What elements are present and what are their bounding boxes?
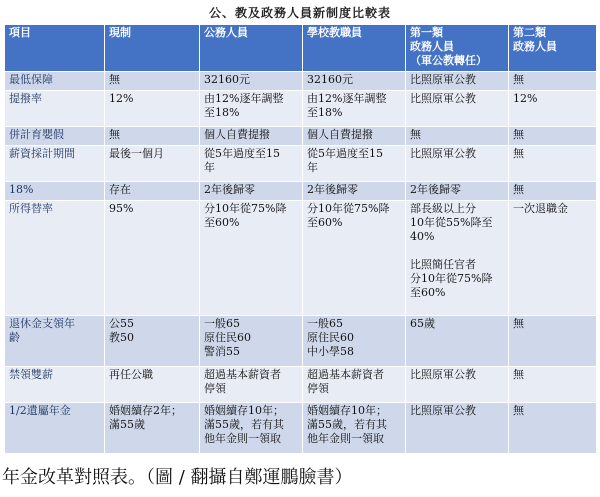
table-row <box>5 146 597 182</box>
row-label: 所得替率 <box>5 201 105 316</box>
table-cell: 一般65 原住民60 中小學58 <box>303 316 406 367</box>
table-cell: 存在 <box>105 182 200 201</box>
comparison-table <box>4 24 597 454</box>
row-label: 禁領雙薪 <box>5 366 105 402</box>
table-cell: 2年後歸零 <box>200 182 303 201</box>
table-cell: 無 <box>509 182 597 201</box>
header-political-type2: 第二類 政務人員 <box>509 25 597 72</box>
table-cell: 公55 教50 <box>105 316 200 367</box>
table-row <box>5 91 597 127</box>
table-cell: 65歲 <box>406 316 509 367</box>
row-label: 18% <box>5 182 105 201</box>
header-civil-servant: 公務人員 <box>200 25 303 72</box>
header-political-type1: 第一類 政務人員 （軍公教轉任） <box>406 25 509 72</box>
table-cell: 12% <box>509 91 597 127</box>
row-label: 退休金支領年 齡 <box>5 316 105 367</box>
table-row <box>5 201 597 316</box>
table-cell: 2年後歸零 <box>406 182 509 201</box>
table-cell: 再任公職 <box>105 366 200 402</box>
table-cell: 2年後歸零 <box>303 182 406 201</box>
table-row <box>5 127 597 146</box>
table-cell: 95% <box>105 201 200 316</box>
table-cell: 超過基本薪資者 停領 <box>200 366 303 402</box>
table-cell: 無 <box>105 72 200 91</box>
table-cell: 由12%逐年調整 至18% <box>200 91 303 127</box>
table-cell: 最後一個月 <box>105 146 200 182</box>
row-label: 最低保障 <box>5 72 105 91</box>
table-row <box>5 72 597 91</box>
table-title: 公、教及政務人員新制度比較表 <box>208 6 391 20</box>
table-cell: 分10年從75%降 至60% <box>200 201 303 316</box>
table-cell: 婚姻續存2年； 滿55歲 <box>105 402 200 453</box>
table-cell: 比照原軍公教 <box>406 91 509 127</box>
table-cell: 無 <box>509 316 597 367</box>
table-cell: 比照原軍公教 <box>406 366 509 402</box>
table-cell: 個人自費提撥 <box>200 127 303 146</box>
table-cell: 比照原軍公教 <box>406 402 509 453</box>
table-cell: 無 <box>509 127 597 146</box>
table-cell: 無 <box>509 72 597 91</box>
table-cell: 比照原軍公教 <box>406 146 509 182</box>
table-row <box>5 366 597 402</box>
row-label: 1/2遺屬年金 <box>5 402 105 453</box>
row-label: 薪資採計期間 <box>5 146 105 182</box>
header-current: 現制 <box>105 25 200 72</box>
row-label: 併計育嬰假 <box>5 127 105 146</box>
header-school-staff: 學校教職員 <box>303 25 406 72</box>
row-label: 提撥率 <box>5 91 105 127</box>
table-cell: 從5年過度至15 年 <box>303 146 406 182</box>
table-row <box>5 316 597 367</box>
table-cell: 12% <box>105 91 200 127</box>
table-cell: 無 <box>406 127 509 146</box>
table-cell: 分10年從75%降 至60% <box>303 201 406 316</box>
table-cell: 比照原軍公教 <box>406 72 509 91</box>
table-row <box>5 402 597 453</box>
table-cell: 個人自費提撥 <box>303 127 406 146</box>
table-cell: 無 <box>509 366 597 402</box>
table-cell: 無 <box>509 146 597 182</box>
header-item: 項目 <box>5 25 105 72</box>
table-cell: 32160元 <box>200 72 303 91</box>
table-cell: 一次退職金 <box>509 201 597 316</box>
table-cell: 從5年過度至15 年 <box>200 146 303 182</box>
table-cell: 婚姻續存10年； 滿55歲，若有其 他年金則一領取 <box>303 402 406 453</box>
table-cell: 無 <box>509 402 597 453</box>
table-cell: 一般65 原住民60 警消55 <box>200 316 303 367</box>
table-cell: 超過基本薪資者 停領 <box>303 366 406 402</box>
table-cell: 部長級以上分 10年從55%降至 40% 比照簡任官者 分10年從75%降 至60% <box>406 201 509 316</box>
table-cell: 婚姻續存10年； 滿55歲，若有其 他年金則一領取 <box>200 402 303 453</box>
table-cell: 32160元 <box>303 72 406 91</box>
image-caption: 年金改革對照表。（圖 / 翻攝自鄭運鵬臉書） <box>2 467 353 488</box>
header-row <box>5 25 597 72</box>
table-row <box>5 182 597 201</box>
table-cell: 無 <box>105 127 200 146</box>
table-cell: 由12%逐年調整 至18% <box>303 91 406 127</box>
